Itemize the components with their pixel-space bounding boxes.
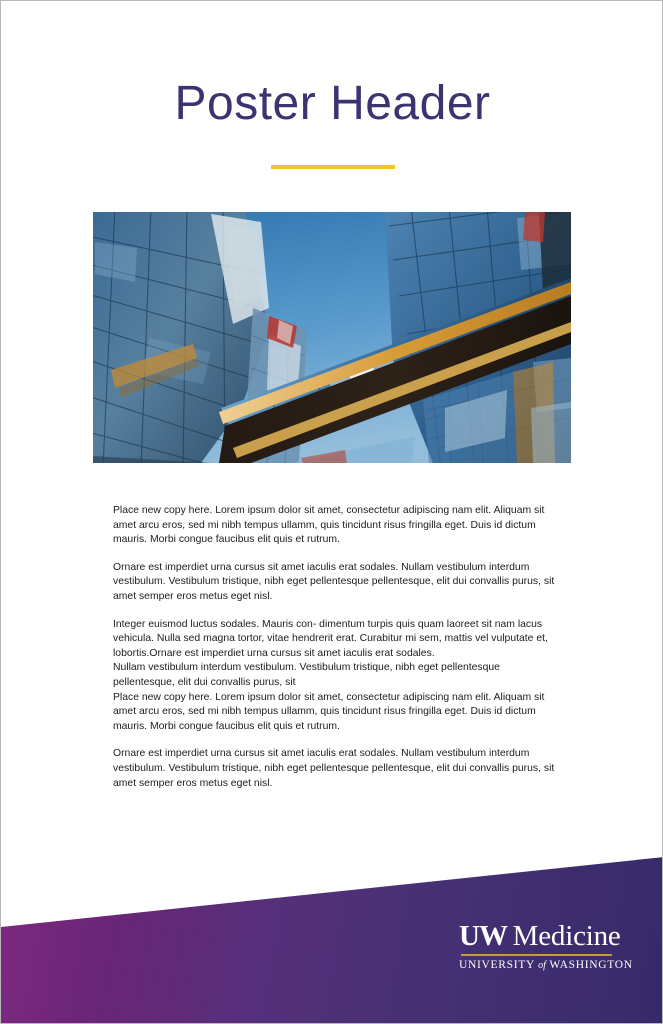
logo-institution-line (459, 959, 633, 971)
body-paragraph: Nullam vestibulum interdum vestibulum. Vestibulum tristique, nibh eget pellentesque pellentesque, elit dui convallis purus, sit (113, 662, 500, 688)
page-title: Poster Header (174, 77, 491, 130)
skybridge-photo-illustration (93, 212, 571, 463)
body-paragraph: Integer euismod luctus sodales. Mauris con- dimentum turpis quis quam laoreet sit nam lacus vehicula. Nulla sed magna tortor, vitae hendrerit erat. Curabitur mi sem, mattis vel vulputate et, lobortis.Ornare est imperdiet urna cursus sit amet iaculis erat sodales. (113, 618, 548, 659)
logo-washington-text: WASHINGTON (549, 959, 633, 971)
body-paragraph: Ornare est imperdiet urna cursus sit amet iaculis erat sodales. Nullam vestibulum interdum vestibulum. Vestibulum tristique, nibh eget pellentesque pellentesque, elit dui convallis purus, sit amet semper eros metus eget nisl. (113, 561, 555, 602)
body-paragraph: Ornare est imperdiet urna cursus sit amet iaculis erat sodales. Nullam vestibulum interdum vestibulum. Vestibulum tristique, nibh eget pellentesque pellentesque, elit dui convallis purus, sit amet semper eros metus eget nisl. (113, 748, 555, 789)
body-paragraph: Place new copy here. Lorem ipsum dolor sit amet, consectetur adipiscing nam elit. Aliquam sit amet arcu eros, sed mi nibh tempus ullamm, quis tincidunt risus fringilla eget. Duis id dictum mauris. Morbi congue faucibus elit quis et rutrum. (113, 691, 545, 732)
poster-photo (93, 212, 571, 463)
poster-body-copy (113, 504, 563, 804)
body-paragraph: Place new copy here. Lorem ipsum dolor sit amet, consectetur adipiscing nam elit. Aliquam sit amet arcu eros, sed mi nibh tempus ullamm, quis tincidunt risus fringilla eget. Duis id dictum mauris. Morbi congue faucibus elit quis et rutrum. (113, 505, 545, 546)
logo-uw-text: UW (459, 920, 513, 952)
title-divider-rule (271, 165, 395, 169)
logo-university-text: UNIVERSITY (459, 959, 535, 971)
uw-medicine-logo (459, 920, 633, 971)
logo-divider-rule (461, 954, 612, 956)
logo-medicine-text: Medicine (512, 920, 621, 952)
logo-wordmark (459, 920, 621, 952)
poster-header (1, 1, 663, 169)
logo-of-text: of (538, 960, 546, 971)
